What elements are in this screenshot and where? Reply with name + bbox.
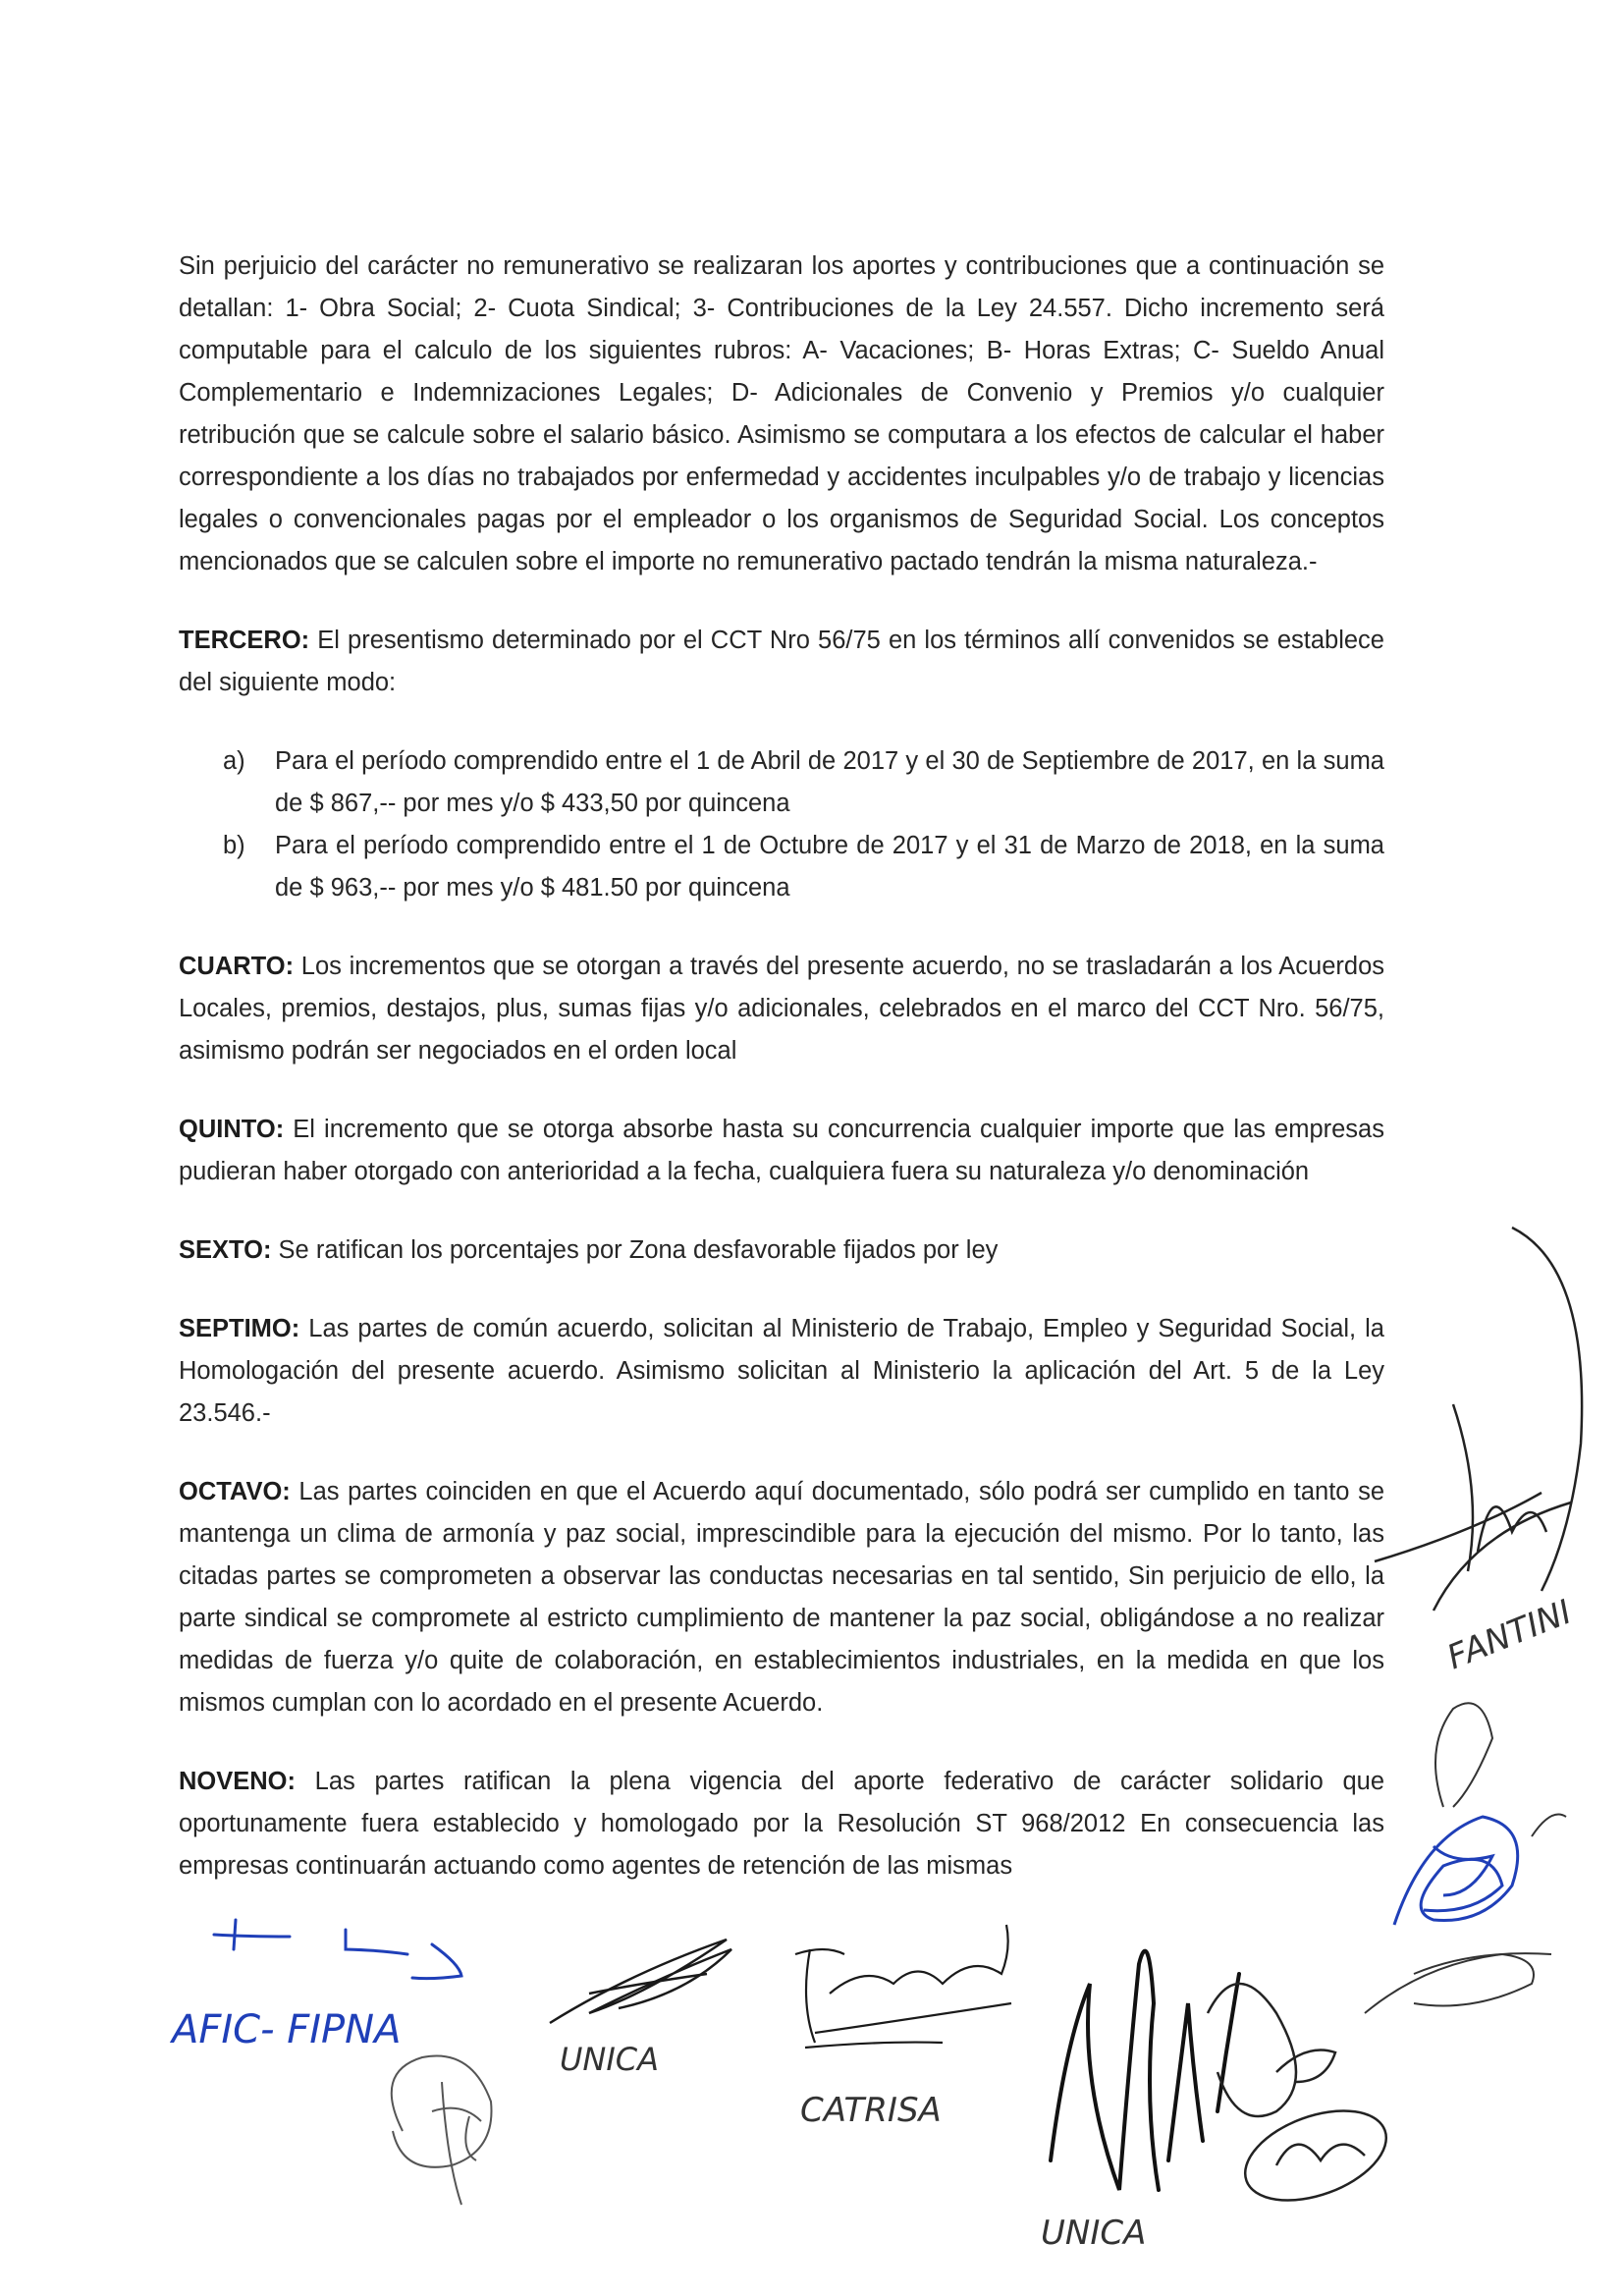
signature-unica-2: [1051, 1951, 1239, 2190]
signature-catrisa: [795, 1925, 1011, 2048]
clause-label: OCTAVO:: [179, 1478, 291, 1505]
clause-cuarto: [179, 946, 1384, 1072]
signature-label-unica-2: UNICA: [1041, 2214, 1147, 2253]
clause-septimo: [179, 1308, 1384, 1435]
clause-label: CUARTO:: [179, 953, 295, 980]
list-marker: a): [223, 747, 245, 775]
clause-label: NOVENO:: [179, 1768, 297, 1795]
clause-text: Las partes de común acuerdo, solicitan al Ministerio de Trabajo, Empleo y Seguridad Social, la Homologación del presente acuerdo. Asimismo solicitan al Ministerio la aplicación del Art. 5 de la Ley 23.546.-: [179, 1315, 1384, 1427]
clause-label: TERCERO:: [179, 627, 310, 654]
signature-scribble: [392, 2055, 492, 2205]
clause-text: Los incrementos que se otorgan a través del presente acuerdo, no se trasladarán a los Acuerdos Locales, premios, destajos, plus, sumas fijas y/o adicionales, celebrados en el marco del CCT Nro. 56/75, asimismo podrán ser negociados en el orden local: [179, 953, 1384, 1065]
signature-loops: [1365, 1703, 1566, 2013]
clause-label: SEXTO:: [179, 1236, 272, 1264]
list-item: [179, 740, 1384, 825]
signature-label-fantini: FANTINI: [1441, 1592, 1578, 1678]
list-item-text: Para el período comprendido entre el 1 de Abril de 2017 y el 30 de Septiembre de 2017, en la suma de $ 867,-- por mes y/o $ 433,50 por quincena: [275, 747, 1384, 817]
list-item-text: Para el período comprendido entre el 1 de Octubre de 2017 y el 31 de Marzo de 2018, en la suma de $ 963,-- por mes y/o $ 481.50 por quincena: [275, 832, 1384, 902]
list-item: [179, 825, 1384, 909]
signature-label-unica-1: UNICA: [560, 2041, 660, 2078]
presentismo-list: [179, 740, 1384, 909]
intro-paragraph: Sin perjuicio del carácter no remunerativo se realizaran los aportes y contribuciones que a continuación se detallan: 1- Obra Social; 2- Cuota Sindical; 3- Contribuciones de la Ley 24.557. Dicho incremento será computable para el calculo de los siguientes rubros: A- Vacaciones; B- Horas Extras; C- Sueldo Anual Complementario e Indemnizaciones Legales; D- Adicionales de Convenio y Premios y/o cualquier retribución que se calcule sobre el salario básico. Asimismo se computara a los efectos de calcular el haber correspondiente a los días no trabajados por enfermedad y accidentes inculpables y/o de trabajo y licencias legales o convencionales pagas por el empleador o los organismos de Seguridad Social. Los conceptos mencionados que se calculen sobre el importe no remunerativo pactado tendrán la misma naturaleza.-: [179, 252, 1384, 575]
list-marker: b): [223, 832, 245, 859]
signature-afic-fipna: [214, 1920, 461, 1979]
clause-label: QUINTO:: [179, 1116, 285, 1143]
clause-tercero: [179, 620, 1384, 704]
clause-noveno: [179, 1761, 1384, 1887]
signature-label-afic-fipna: AFIC- FIPNA: [172, 2007, 402, 2052]
clause-text: El presentismo determinado por el CCT Nro 56/75 en los términos allí convenidos se establece del siguiente modo:: [179, 627, 1384, 696]
clause-text: Las partes coinciden en que el Acuerdo aquí documentado, sólo podrá ser cumplido en tanto se mantenga un clima de armonía y paz social, imprescindible para la ejecución del mismo. Por lo tanto, las citadas partes se comprometen a observar las conductas necesarias en tal sentido, Sin perjuicio de ello, la parte sindical se compromete al estricto cumplimiento de mantener la paz social, obligándose a no realizar medidas de fuerza y/o quite de colaboración, en establecimientos industriales, en la medida en que los mismos cumplan con lo acordado en el presente Acuerdo.: [179, 1478, 1384, 1717]
clause-octavo: [179, 1471, 1384, 1724]
signature-blue-scribble: [1394, 1817, 1518, 1925]
signature-oval: [1208, 1984, 1335, 2116]
document-body: [179, 246, 1384, 1924]
clause-text: Las partes ratifican la plena vigencia del aporte federativo de carácter solidario que oportunamente fuera establecido y homologado por la Resolución ST 968/2012 En consecuencia las empresas continuarán actuando como agentes de retención de las mismas: [179, 1768, 1384, 1880]
signature-oval-lower: [1233, 2094, 1398, 2217]
clause-quinto: [179, 1109, 1384, 1193]
clause-text: El incremento que se otorga absorbe hasta su concurrencia cualquier importe que las empresas pudieran haber otorgado con anterioridad a la fecha, cualquiera fuera su naturaleza y/o denominación: [179, 1116, 1384, 1185]
clause-text: Se ratifican los porcentajes por Zona desfavorable fijados por ley: [271, 1236, 999, 1264]
signature-label-catrisa: CATRISA: [800, 2091, 942, 2130]
clause-sexto: [179, 1230, 1384, 1272]
clause-label: SEPTIMO:: [179, 1315, 300, 1342]
signature-fantini: [1375, 1228, 1582, 1611]
signature-unica-1: [550, 1940, 731, 2023]
